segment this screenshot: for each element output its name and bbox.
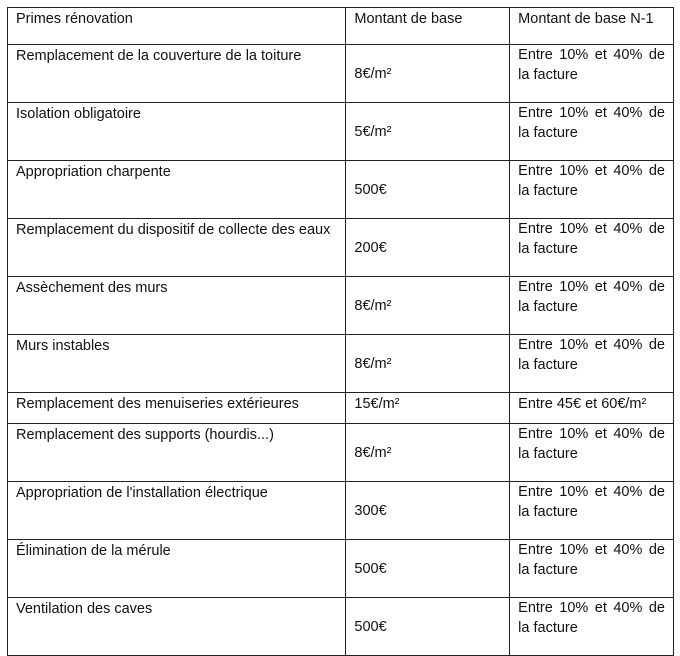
header-primes: Primes rénovation — [8, 8, 346, 45]
cell-montant: 8€/m² — [346, 424, 510, 482]
cell-prime: Appropriation charpente — [8, 161, 346, 219]
table-row — [8, 540, 674, 598]
cell-montant: 8€/m² — [346, 335, 510, 393]
cell-montant: 5€/m² — [346, 103, 510, 161]
cell-prime: Remplacement des supports (hourdis...) — [8, 424, 346, 482]
table-row — [8, 45, 674, 103]
table-row — [8, 103, 674, 161]
cell-prime: Appropriation de l'installation électrique — [8, 482, 346, 540]
cell-montant-n1: Entre 10% et 40% de la facture — [510, 45, 674, 103]
cell-prime: Remplacement des menuiseries extérieures — [8, 393, 346, 424]
cell-montant-n1: Entre 10% et 40% de la facture — [510, 219, 674, 277]
header-montant-n1: Montant de base N-1 — [510, 8, 674, 45]
table-row — [8, 598, 674, 656]
cell-montant: 200€ — [346, 219, 510, 277]
table-row — [8, 482, 674, 540]
header-montant: Montant de base — [346, 8, 510, 45]
cell-montant: 8€/m² — [346, 277, 510, 335]
table-row — [8, 393, 674, 424]
cell-montant: 300€ — [346, 482, 510, 540]
cell-montant-n1: Entre 10% et 40% de la facture — [510, 540, 674, 598]
cell-montant: 15€/m² — [346, 393, 510, 424]
cell-prime: Élimination de la mérule — [8, 540, 346, 598]
cell-montant: 500€ — [346, 598, 510, 656]
cell-montant-n1: Entre 10% et 40% de la facture — [510, 103, 674, 161]
table-row — [8, 335, 674, 393]
cell-montant-n1: Entre 10% et 40% de la facture — [510, 598, 674, 656]
cell-montant-n1: Entre 10% et 40% de la facture — [510, 424, 674, 482]
primes-renovation-table — [7, 7, 674, 656]
cell-montant-n1: Entre 10% et 40% de la facture — [510, 161, 674, 219]
cell-montant-n1: Entre 10% et 40% de la facture — [510, 277, 674, 335]
cell-montant: 500€ — [346, 161, 510, 219]
cell-montant-n1: Entre 10% et 40% de la facture — [510, 482, 674, 540]
cell-prime: Remplacement de la couverture de la toiture — [8, 45, 346, 103]
cell-montant-n1: Entre 10% et 40% de la facture — [510, 335, 674, 393]
table-row — [8, 277, 674, 335]
table-row — [8, 219, 674, 277]
cell-montant-n1: Entre 45€ et 60€/m² — [510, 393, 674, 424]
cell-prime: Murs instables — [8, 335, 346, 393]
cell-prime: Remplacement du dispositif de collecte des eaux — [8, 219, 346, 277]
table-row — [8, 161, 674, 219]
cell-montant: 8€/m² — [346, 45, 510, 103]
cell-prime: Assèchement des murs — [8, 277, 346, 335]
cell-prime: Isolation obligatoire — [8, 103, 346, 161]
table-row — [8, 424, 674, 482]
cell-montant: 500€ — [346, 540, 510, 598]
table-header-row — [8, 8, 674, 45]
cell-prime: Ventilation des caves — [8, 598, 346, 656]
